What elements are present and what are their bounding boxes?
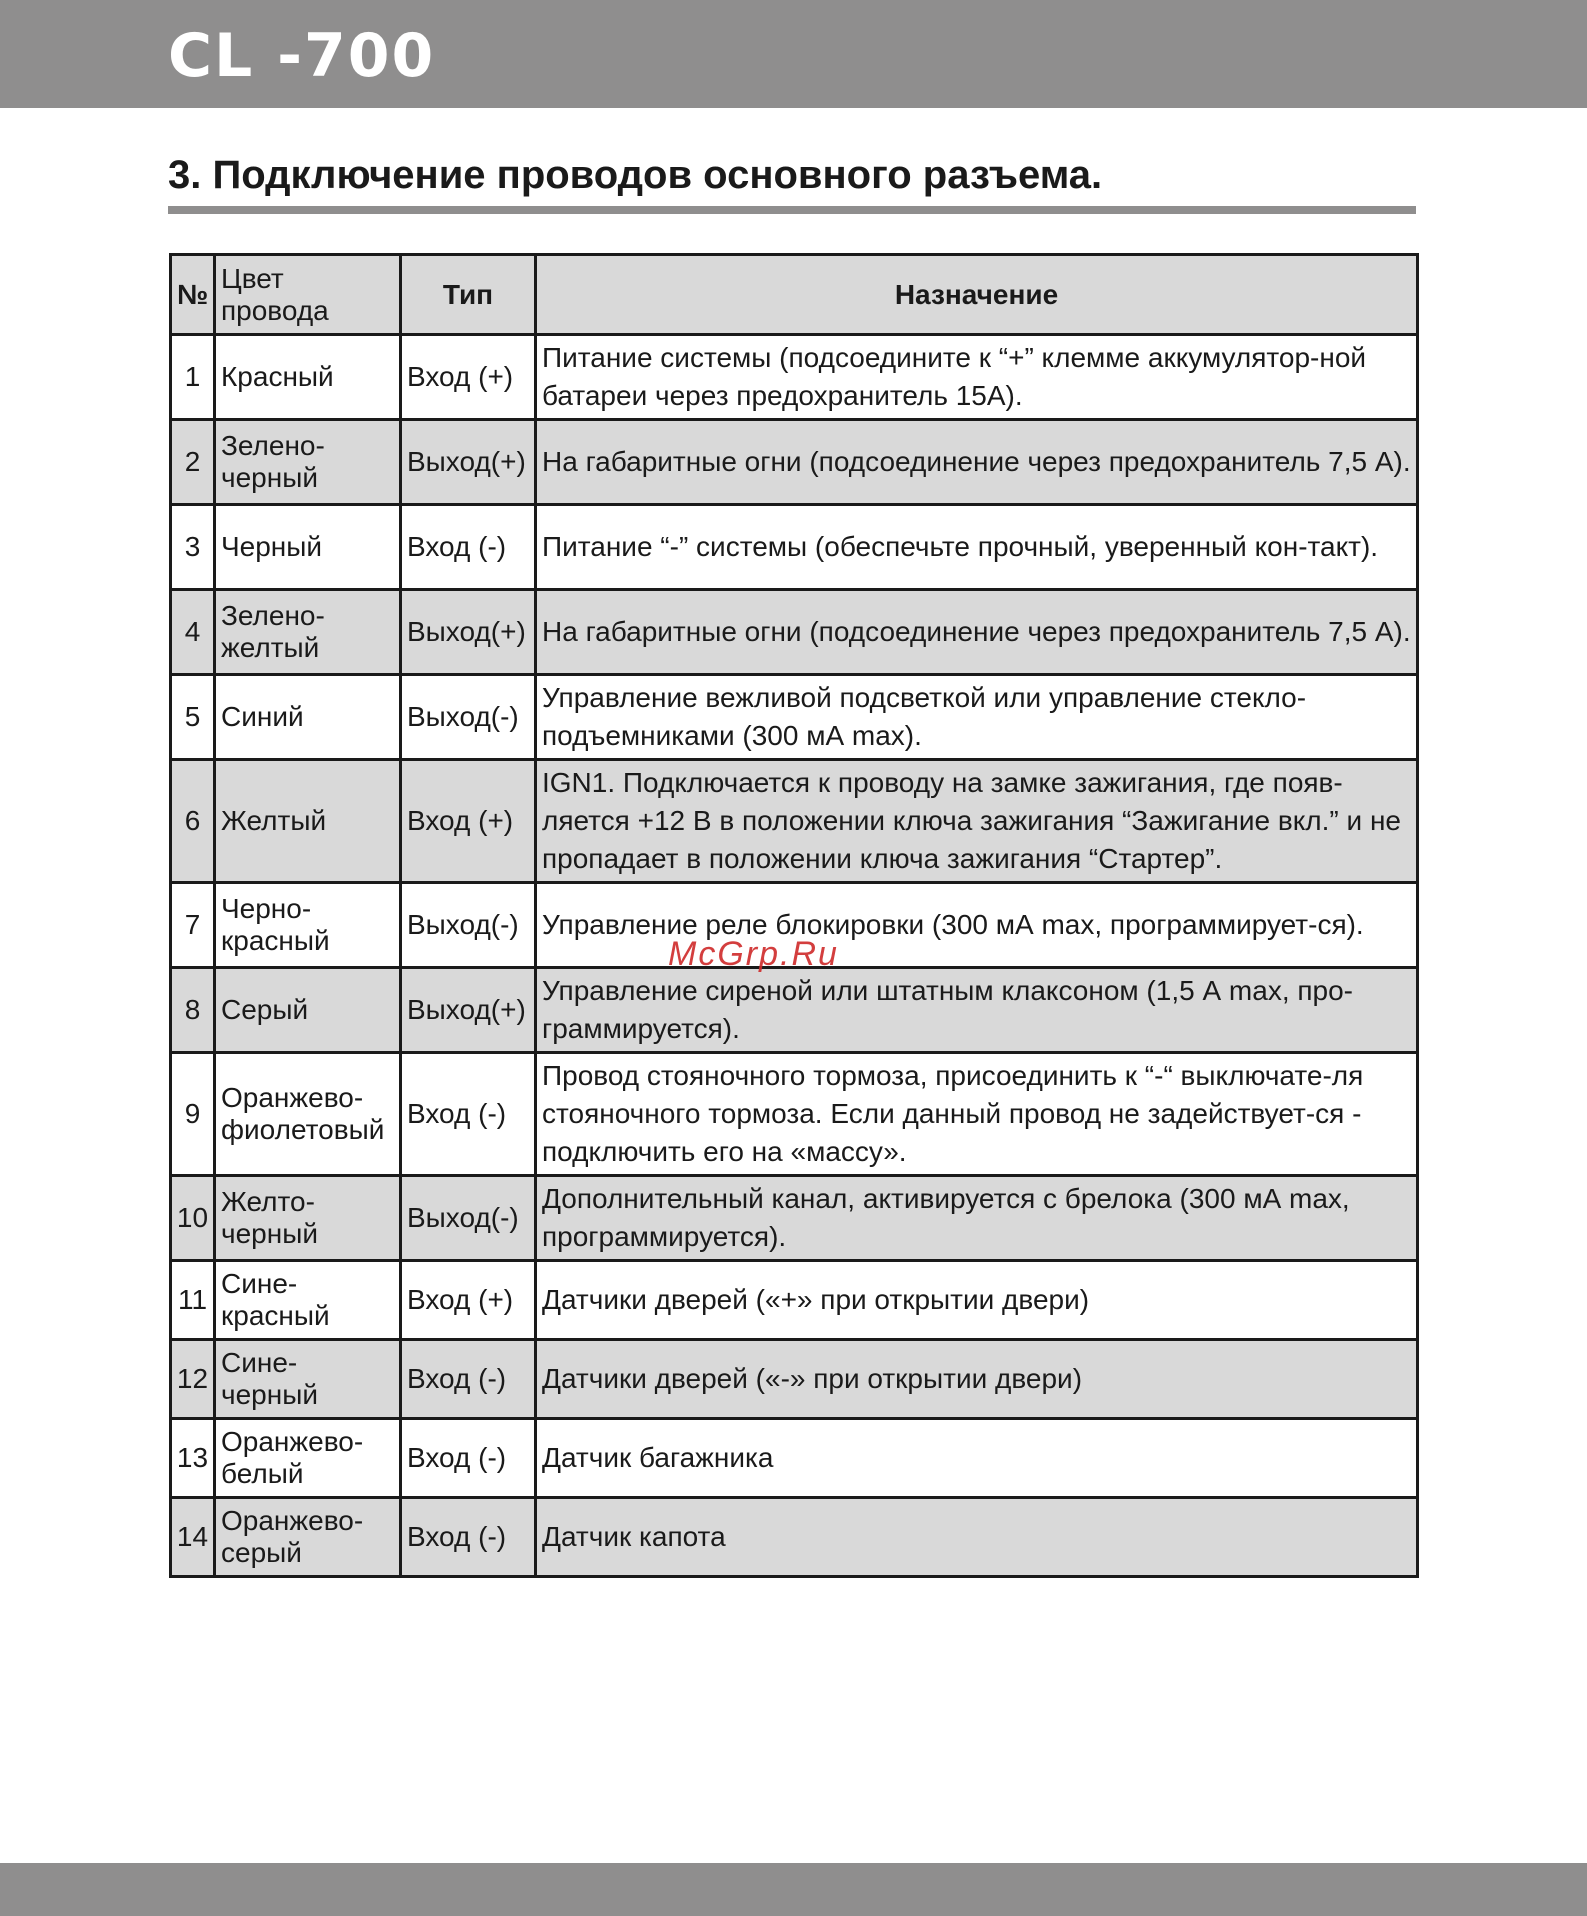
wire-type: Выход(-) bbox=[401, 883, 536, 968]
wire-purpose: Управление сиреной или штатным клаксоном (1,5 А max, про-граммируется). bbox=[536, 968, 1418, 1053]
row-number: 6 bbox=[171, 760, 215, 883]
wire-color: Черный bbox=[215, 505, 401, 590]
wire-color: Оранжево-фиолетовый bbox=[215, 1053, 401, 1176]
wire-color: Сине-красный bbox=[215, 1261, 401, 1340]
wire-type: Выход(-) bbox=[401, 675, 536, 760]
row-number: 11 bbox=[171, 1261, 215, 1340]
header-bar bbox=[0, 0, 1587, 108]
wire-type: Вход (-) bbox=[401, 1053, 536, 1176]
row-number: 10 bbox=[171, 1176, 215, 1261]
wire-purpose: Питание системы (подсоедините к “+” клемме аккумулятор-ной батареи через предохранитель 15А). bbox=[536, 335, 1418, 420]
row-number: 1 bbox=[171, 335, 215, 420]
wire-color: Зелено-желтый bbox=[215, 590, 401, 675]
table-row bbox=[171, 590, 1418, 675]
table-row bbox=[171, 1176, 1418, 1261]
wire-type: Выход(+) bbox=[401, 968, 536, 1053]
wire-purpose: На габаритные огни (подсоединение через предохранитель 7,5 А). bbox=[536, 420, 1418, 505]
row-number: 14 bbox=[171, 1498, 215, 1577]
table-row bbox=[171, 420, 1418, 505]
wire-type: Вход (-) bbox=[401, 505, 536, 590]
header-purpose: Назначение bbox=[536, 255, 1418, 335]
wire-type: Вход (-) bbox=[401, 1498, 536, 1577]
wire-purpose: Управление реле блокировки (300 мА max, программирует-ся). bbox=[536, 883, 1418, 968]
wire-type: Выход(+) bbox=[401, 420, 536, 505]
row-number: 8 bbox=[171, 968, 215, 1053]
wiring-table bbox=[169, 253, 1419, 1578]
wire-color: Оранжево-белый bbox=[215, 1419, 401, 1498]
wire-purpose: На габаритные огни (подсоединение через предохранитель 7,5 А). bbox=[536, 590, 1418, 675]
row-number: 7 bbox=[171, 883, 215, 968]
wire-color: Синий bbox=[215, 675, 401, 760]
row-number: 3 bbox=[171, 505, 215, 590]
table-row bbox=[171, 675, 1418, 760]
brand-title: CL -700 bbox=[168, 21, 436, 91]
header-wire-color: Цвет провода bbox=[215, 255, 401, 335]
section-title: 3. Подключение проводов основного разъема. bbox=[168, 153, 1103, 197]
table-row bbox=[171, 1419, 1418, 1498]
wire-color: Сине-черный bbox=[215, 1340, 401, 1419]
wire-purpose: Датчик капота bbox=[536, 1498, 1418, 1577]
wire-purpose: Провод стояночного тормоза, присоединить к “-“ выключате-ля стояночного тормоза. Если данный провод не задействует-ся - подключить его на «массу». bbox=[536, 1053, 1418, 1176]
wire-purpose: Датчики дверей («-» при открытии двери) bbox=[536, 1340, 1418, 1419]
table-row bbox=[171, 1261, 1418, 1340]
wire-color: Желто-черный bbox=[215, 1176, 401, 1261]
wire-purpose: Дополнительный канал, активируется с брелока (300 мА max, программируется). bbox=[536, 1176, 1418, 1261]
table-row bbox=[171, 1498, 1418, 1577]
wire-purpose: Датчик багажника bbox=[536, 1419, 1418, 1498]
row-number: 9 bbox=[171, 1053, 215, 1176]
table-row bbox=[171, 1053, 1418, 1176]
wire-color: Серый bbox=[215, 968, 401, 1053]
wire-purpose: Датчики дверей («+» при открытии двери) bbox=[536, 1261, 1418, 1340]
wire-type: Выход(+) bbox=[401, 590, 536, 675]
table-row bbox=[171, 335, 1418, 420]
wire-color: Оранжево-серый bbox=[215, 1498, 401, 1577]
wire-purpose: Управление вежливой подсветкой или управление стекло-подъемниками (300 мА max). bbox=[536, 675, 1418, 760]
table-row bbox=[171, 1340, 1418, 1419]
footer-bar bbox=[0, 1863, 1587, 1916]
title-divider bbox=[168, 206, 1416, 214]
wire-color: Желтый bbox=[215, 760, 401, 883]
header-num: № bbox=[171, 255, 215, 335]
wire-purpose: Питание “-” системы (обеспечьте прочный, уверенный кон-такт). bbox=[536, 505, 1418, 590]
row-number: 13 bbox=[171, 1419, 215, 1498]
table-row bbox=[171, 760, 1418, 883]
wire-type: Вход (-) bbox=[401, 1419, 536, 1498]
header-type: Тип bbox=[401, 255, 536, 335]
table-header-row bbox=[171, 255, 1418, 335]
wire-type: Вход (+) bbox=[401, 1261, 536, 1340]
row-number: 2 bbox=[171, 420, 215, 505]
table-row bbox=[171, 968, 1418, 1053]
wire-type: Вход (-) bbox=[401, 1340, 536, 1419]
row-number: 4 bbox=[171, 590, 215, 675]
wire-purpose: IGN1. Подключается к проводу на замке зажигания, где появ-ляется +12 В в положении ключа зажигания “Зажигание вкл.” и не пропадает в положении ключа зажигания “Стартер”. bbox=[536, 760, 1418, 883]
wire-type: Вход (+) bbox=[401, 335, 536, 420]
wire-color: Черно-красный bbox=[215, 883, 401, 968]
wire-color: Красный bbox=[215, 335, 401, 420]
row-number: 5 bbox=[171, 675, 215, 760]
wire-color: Зелено-черный bbox=[215, 420, 401, 505]
table-row bbox=[171, 505, 1418, 590]
row-number: 12 bbox=[171, 1340, 215, 1419]
wiring-table-wrapper bbox=[169, 253, 1419, 1578]
wire-type: Выход(-) bbox=[401, 1176, 536, 1261]
wire-type: Вход (+) bbox=[401, 760, 536, 883]
watermark-text: McGrp.Ru bbox=[668, 935, 839, 973]
